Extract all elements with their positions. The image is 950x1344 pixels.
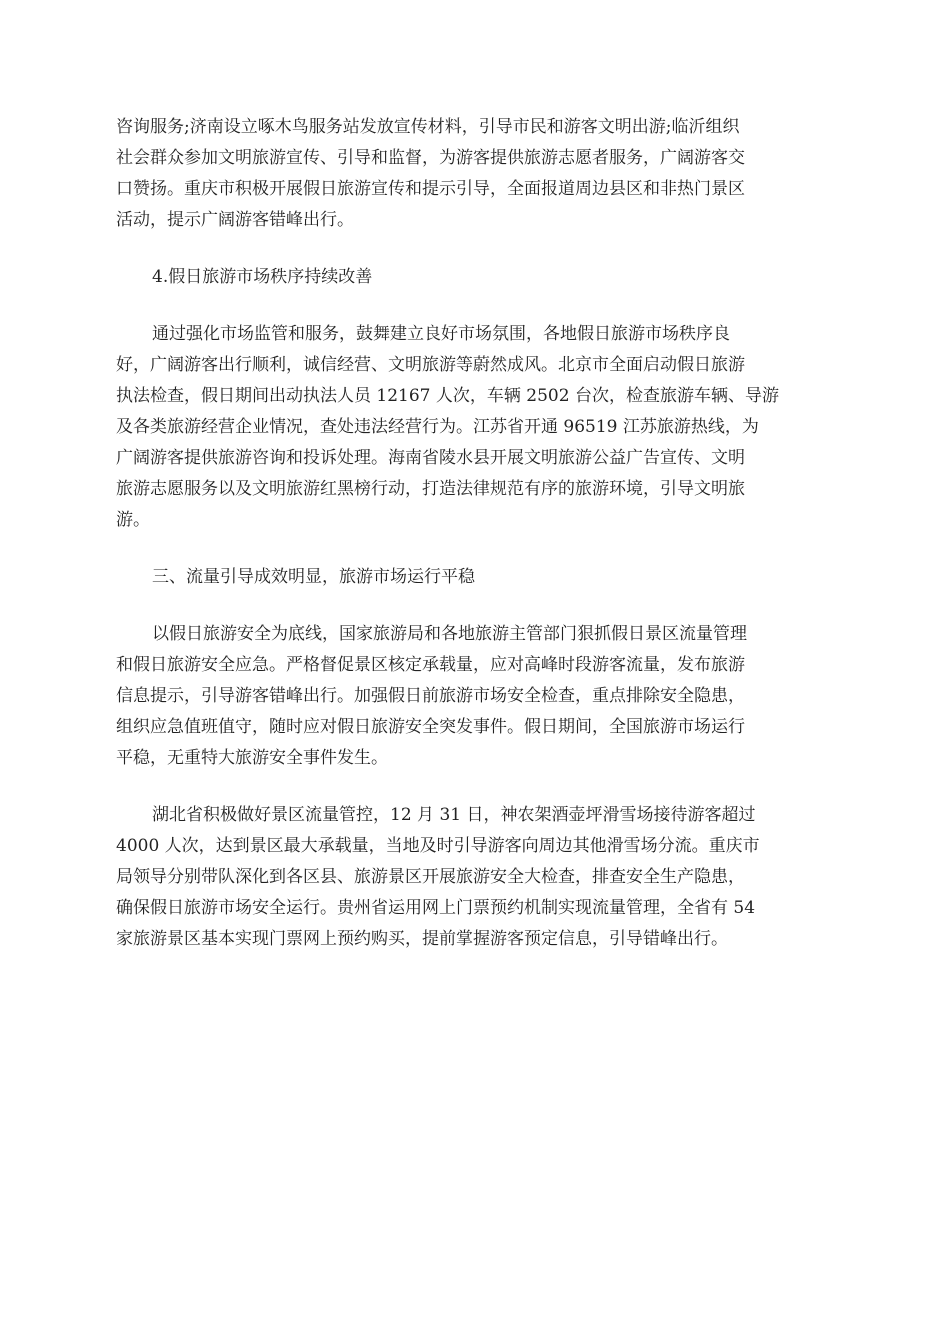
section-heading-market-order (116, 262, 836, 293)
text-line: 通过强化市场监管和服务，鼓舞建立良好市场氛围，各地假日旅游市场秩序良 (152, 324, 730, 344)
text-line: 旅游志愿服务以及文明旅游红黑榜行动，打造法律规范有序的旅游环境，引导文明旅 (116, 479, 745, 499)
paragraph-market-order (116, 319, 836, 536)
text-line: 以假日旅游安全为底线，国家旅游局和各地旅游主管部门狠抓假日景区流量管理 (152, 624, 747, 644)
heading-text: 4.假日旅游市场秩序持续改善 (152, 267, 373, 287)
text-line: 组织应急值班值守，随时应对假日旅游安全突发事件。假日期间，全国旅游市场运行 (116, 717, 745, 737)
text-line: 家旅游景区基本实现门票网上预约购买，提前掌握游客预定信息，引导错峰出行。 (116, 929, 728, 949)
text-line: 好，广阔游客出行顺利，诚信经营、文明旅游等蔚然成风。北京市全面启动假日旅游 (116, 355, 745, 375)
text-line: 广阔游客提供旅游咨询和投诉处理。海南省陵水县开展文明旅游公益广告宣传、文明 (116, 448, 745, 468)
text-line: 湖北省积极做好景区流量管控，12 月 31 日，神农架酒壶坪滑雪场接待游客超过 (152, 805, 756, 825)
paragraph-safety (116, 619, 836, 774)
heading-text: 三、流量引导成效明显，旅游市场运行平稳 (152, 567, 475, 587)
document-body (116, 112, 836, 981)
text-line: 4000 人次，达到景区最大承载量，当地及时引导游客向周边其他滑雪场分流。重庆市 (116, 836, 760, 856)
text-line: 游。 (116, 510, 150, 530)
text-line: 平稳，无重特大旅游安全事件发生。 (116, 748, 388, 768)
text-line: 活动，提示广阔游客错峰出行。 (116, 210, 354, 230)
paragraph-continued (116, 112, 836, 236)
text-line: 及各类旅游经营企业情况，查处违法经营行为。江苏省开通 96519 江苏旅游热线，为 (116, 417, 759, 437)
text-line: 确保假日旅游市场安全运行。贵州省运用网上门票预约机制实现流量管理，全省有 54 (116, 898, 756, 918)
text-line: 局领导分别带队深化到各区县、旅游景区开展旅游安全大检查，排查安全生产隐患， (116, 867, 745, 887)
section-heading-flow-guidance (116, 562, 836, 593)
text-line: 执法检查，假日期间出动执法人员 12167 人次，车辆 2502 台次，检查旅游车辆、导游 (116, 386, 779, 406)
text-line: 口赞扬。重庆市积极开展假日旅游宣传和提示引导，全面报道周边县区和非热门景区 (116, 179, 745, 199)
text-line: 和假日旅游安全应急。严格督促景区核定承载量，应对高峰时段游客流量，发布旅游 (116, 655, 745, 675)
paragraph-flow-control (116, 800, 836, 955)
text-line: 咨询服务;济南设立啄木鸟服务站发放宣传材料，引导市民和游客文明出游;临沂组织 (116, 117, 740, 137)
text-line: 社会群众参加文明旅游宣传、引导和监督，为游客提供旅游志愿者服务，广阔游客交 (116, 148, 745, 168)
text-line: 信息提示，引导游客错峰出行。加强假日前旅游市场安全检查，重点排除安全隐患， (116, 686, 745, 706)
